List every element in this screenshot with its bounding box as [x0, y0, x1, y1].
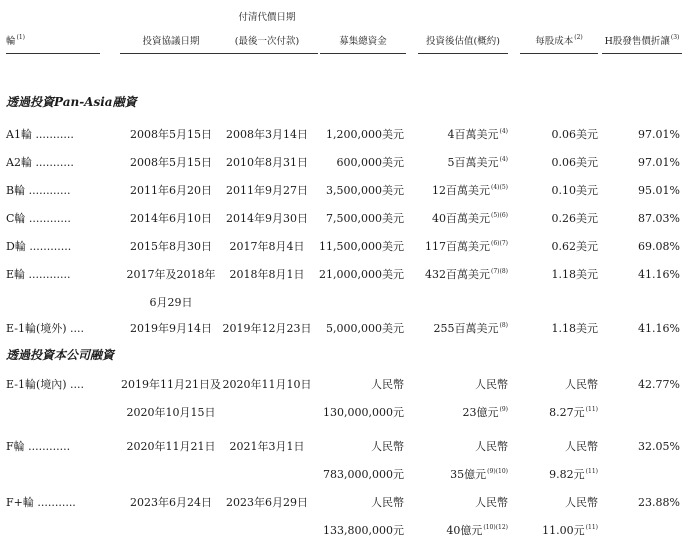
cost-per-share: 0.10美元	[551, 184, 598, 197]
post-valuation: 12百萬美元$^{(4)(5)}$	[432, 184, 508, 197]
header-h-discount: H股發售價折讓$^{(3)}$	[604, 34, 680, 47]
header-settlement-line2: (最後一次付款)	[234, 36, 300, 47]
round-label: C輪 ............	[6, 212, 71, 225]
header-total-raised: 募集總資金	[339, 36, 387, 47]
post-valuation: 4百萬美元$^{(4)}$	[447, 128, 508, 141]
settlement-date: 2020年11月10日	[222, 378, 312, 391]
post-valuation-currency: 人民幣	[475, 378, 508, 391]
total-raised-currency: 人民幣	[371, 378, 404, 391]
post-valuation: 255百萬美元$^{(8)}$	[433, 322, 508, 335]
round-label: F+輪 ...........	[6, 496, 76, 509]
total-raised: 783,000,000元	[323, 468, 404, 481]
agreement-date: 2014年6月10日	[130, 212, 212, 225]
settlement-date: 2010年8月31日	[226, 156, 308, 169]
total-raised: 130,000,000元	[323, 406, 404, 419]
total-raised: 600,000美元	[336, 156, 404, 169]
cost-per-share: 0.06美元	[551, 156, 598, 169]
h-share-discount: 23.88%	[638, 496, 680, 509]
h-share-discount: 32.05%	[638, 440, 680, 453]
header-cost-per-share: 每股成本$^{(2)}$	[535, 34, 583, 47]
total-raised: 11,500,000美元	[319, 240, 404, 253]
post-valuation: 23億元$^{(9)}$	[462, 406, 508, 419]
h-share-discount: 87.03%	[638, 212, 680, 225]
h-share-discount: 69.08%	[638, 240, 680, 253]
total-raised: 21,000,000美元	[319, 268, 404, 281]
settlement-date: 2023年6月29日	[226, 496, 308, 509]
post-valuation-currency: 人民幣	[475, 496, 508, 509]
round-label: A1輪 ...........	[6, 128, 74, 141]
header-underline-total	[320, 53, 406, 54]
round-label: F輪 ............	[6, 440, 71, 453]
agreement-date-cont: 6月29日	[149, 296, 193, 309]
cost-per-share-currency: 人民幣	[565, 440, 598, 453]
settlement-date: 2019年12月23日	[222, 322, 312, 335]
header-underline-round	[6, 53, 100, 54]
cost-per-share-currency: 人民幣	[565, 496, 598, 509]
total-raised: 7,500,000美元	[326, 212, 404, 225]
h-share-discount: 41.16%	[638, 322, 680, 335]
round-label: E輪 ............	[6, 268, 71, 281]
round-label: B輪 ............	[6, 184, 71, 197]
agreement-date: 2008年5月15日	[130, 128, 212, 141]
agreement-date: 2017年及2018年	[126, 268, 216, 281]
total-raised: 3,500,000美元	[326, 184, 404, 197]
settlement-date: 2021年3月1日	[229, 440, 305, 453]
agreement-date: 2019年9月14日	[130, 322, 212, 335]
cost-per-share: 0.06美元	[551, 128, 598, 141]
header-post-valuation: 投資後估值(概約)	[426, 36, 500, 47]
cost-per-share: 9.82元$^{(11)}$	[549, 468, 598, 481]
round-label: A2輪 ...........	[6, 156, 74, 169]
section-title-pan-asia: 透過投資Pan-Asia融資	[6, 95, 137, 109]
total-raised: 133,800,000元	[323, 524, 404, 537]
post-valuation-currency: 人民幣	[475, 440, 508, 453]
total-raised-currency: 人民幣	[371, 440, 404, 453]
agreement-date-cont: 2020年10月15日	[126, 406, 216, 419]
header-round: 輪$^{(1)}$	[6, 34, 26, 47]
post-valuation: 432百萬美元$^{(7)(8)}$	[425, 268, 508, 281]
header-agreement-date: 投資協議日期	[142, 36, 200, 47]
h-share-discount: 42.77%	[638, 378, 680, 391]
cost-per-share: 11.00元$^{(11)}$	[542, 524, 598, 537]
round-label: D輪 ............	[6, 240, 72, 253]
header-underline-valuation	[418, 53, 508, 54]
agreement-date: 2008年5月15日	[130, 156, 212, 169]
post-valuation: 5百萬美元$^{(4)}$	[447, 156, 508, 169]
cost-per-share: 1.18美元	[551, 268, 598, 281]
header-underline-settlement	[216, 53, 318, 54]
agreement-date: 2019年11月21日及	[121, 378, 221, 391]
post-valuation: 40億元$^{(10)(12)}$	[446, 524, 508, 537]
post-valuation: 35億元$^{(9)(10)}$	[450, 468, 508, 481]
h-share-discount: 97.01%	[638, 156, 680, 169]
post-valuation: 117百萬美元$^{(6)(7)}$	[425, 240, 508, 253]
h-share-discount: 41.16%	[638, 268, 680, 281]
header-underline-cost	[520, 53, 598, 54]
total-raised: 1,200,000美元	[326, 128, 404, 141]
settlement-date: 2008年3月14日	[226, 128, 308, 141]
round-label: E-1輪(境內) ....	[6, 378, 85, 391]
cost-per-share: 0.26美元	[551, 212, 598, 225]
agreement-date: 2015年8月30日	[130, 240, 212, 253]
agreement-date: 2020年11月21日	[126, 440, 216, 453]
post-valuation: 40百萬美元$^{(5)(6)}$	[432, 212, 508, 225]
h-share-discount: 95.01%	[638, 184, 680, 197]
h-share-discount: 97.01%	[638, 128, 680, 141]
total-raised-currency: 人民幣	[371, 496, 404, 509]
agreement-date: 2023年6月24日	[130, 496, 212, 509]
cost-per-share: 1.18美元	[551, 322, 598, 335]
header-underline-discount	[602, 53, 682, 54]
agreement-date: 2011年6月20日	[130, 184, 212, 197]
cost-per-share-currency: 人民幣	[565, 378, 598, 391]
cost-per-share: 0.62美元	[551, 240, 598, 253]
settlement-date: 2017年8月4日	[229, 240, 305, 253]
settlement-date: 2014年9月30日	[226, 212, 308, 225]
settlement-date: 2011年9月27日	[226, 184, 308, 197]
cost-per-share: 8.27元$^{(11)}$	[549, 406, 598, 419]
total-raised: 5,000,000美元	[326, 322, 404, 335]
header-settlement-line1: 付清代價日期	[238, 12, 296, 23]
section-title-company: 透過投資本公司融資	[6, 348, 115, 362]
settlement-date: 2018年8月1日	[229, 268, 305, 281]
header-underline-agreement	[120, 53, 222, 54]
round-label: E-1輪(境外) ....	[6, 322, 85, 335]
